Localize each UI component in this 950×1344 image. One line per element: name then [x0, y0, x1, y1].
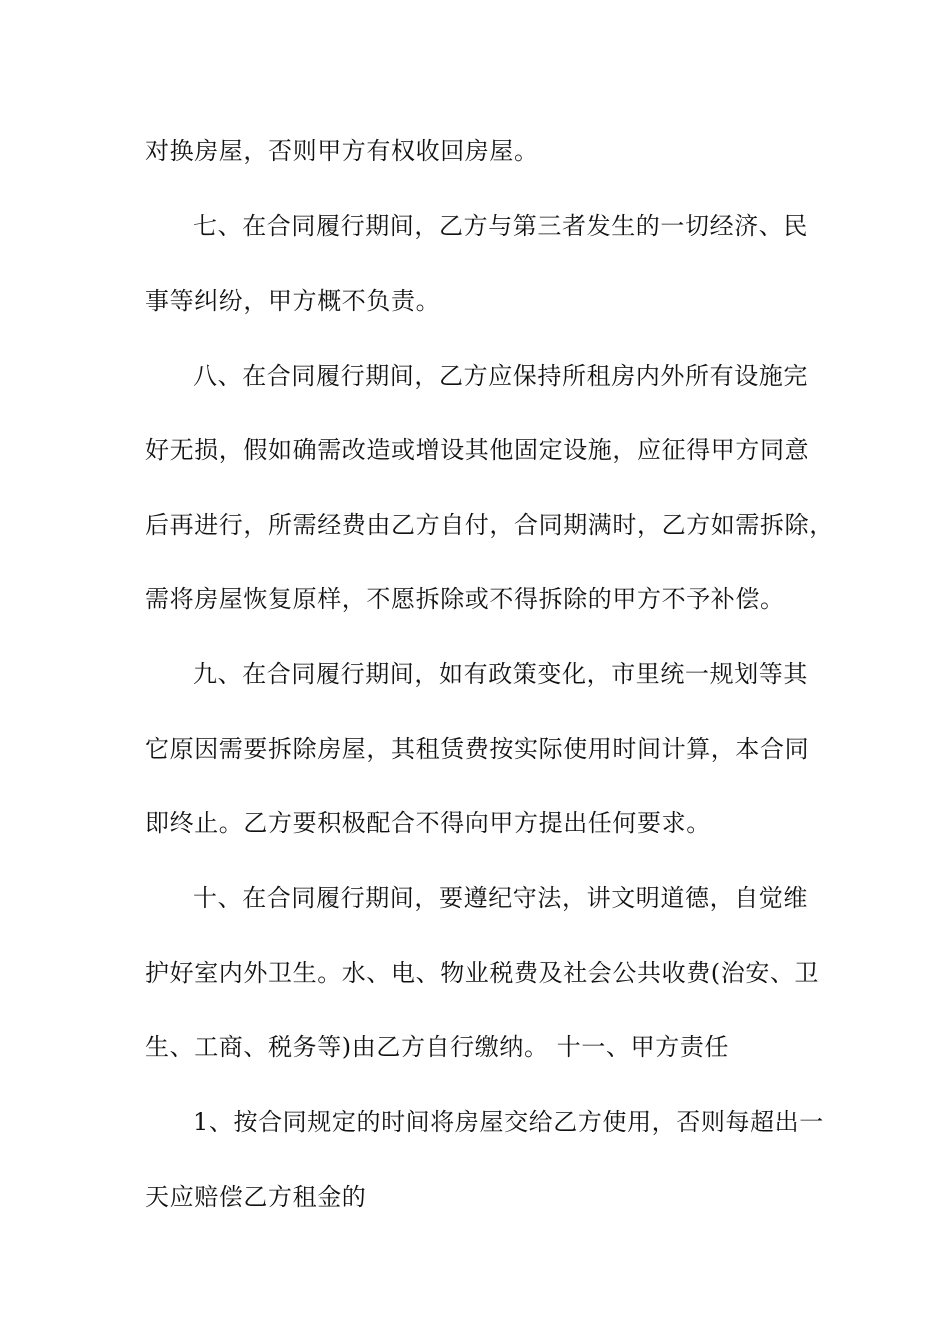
clause-7-line: 七、在合同履行期间，乙方与第三者发生的一切经济、民	[193, 212, 808, 240]
clause-8-line: 八、在合同履行期间，乙方应保持所租房内外所有设施完	[193, 362, 808, 390]
text-line: 好无损，假如确需改造或增设其他固定设施，应征得甲方同意	[145, 436, 810, 464]
text-line: 它原因需要拆除房屋，其租赁费按实际使用时间计算，本合同	[145, 735, 810, 763]
clause-10-line: 十、在合同履行期间，要遵纪守法，讲文明道德，自觉维	[193, 884, 808, 912]
text-line: 对换房屋，否则甲方有权收回房屋。	[145, 137, 539, 165]
clause-9-line: 九、在合同履行期间，如有政策变化，市里统一规划等其	[193, 660, 808, 688]
text-line: 后再进行，所需经费由乙方自付，合同期满时，乙方如需拆除，	[145, 511, 834, 539]
text-line: 天应赔偿乙方租金的	[145, 1183, 367, 1211]
text-line: 事等纠纷，甲方概不负责。	[145, 287, 441, 315]
text-line: 需将房屋恢复原样，不愿拆除或不得拆除的甲方不予补偿。	[145, 585, 785, 613]
text-line: 护好室内外卫生。水、电、物业税费及社会公共收费(治安、卫	[145, 959, 820, 987]
text-line: 即终止。乙方要积极配合不得向甲方提出任何要求。	[145, 809, 711, 837]
clause-11-item-1-line: 1、按合同规定的时间将房屋交给乙方使用，否则每超出一	[193, 1108, 824, 1136]
text-line: 生、工商、税务等)由乙方自行缴纳。 十一、甲方责任	[145, 1033, 729, 1061]
